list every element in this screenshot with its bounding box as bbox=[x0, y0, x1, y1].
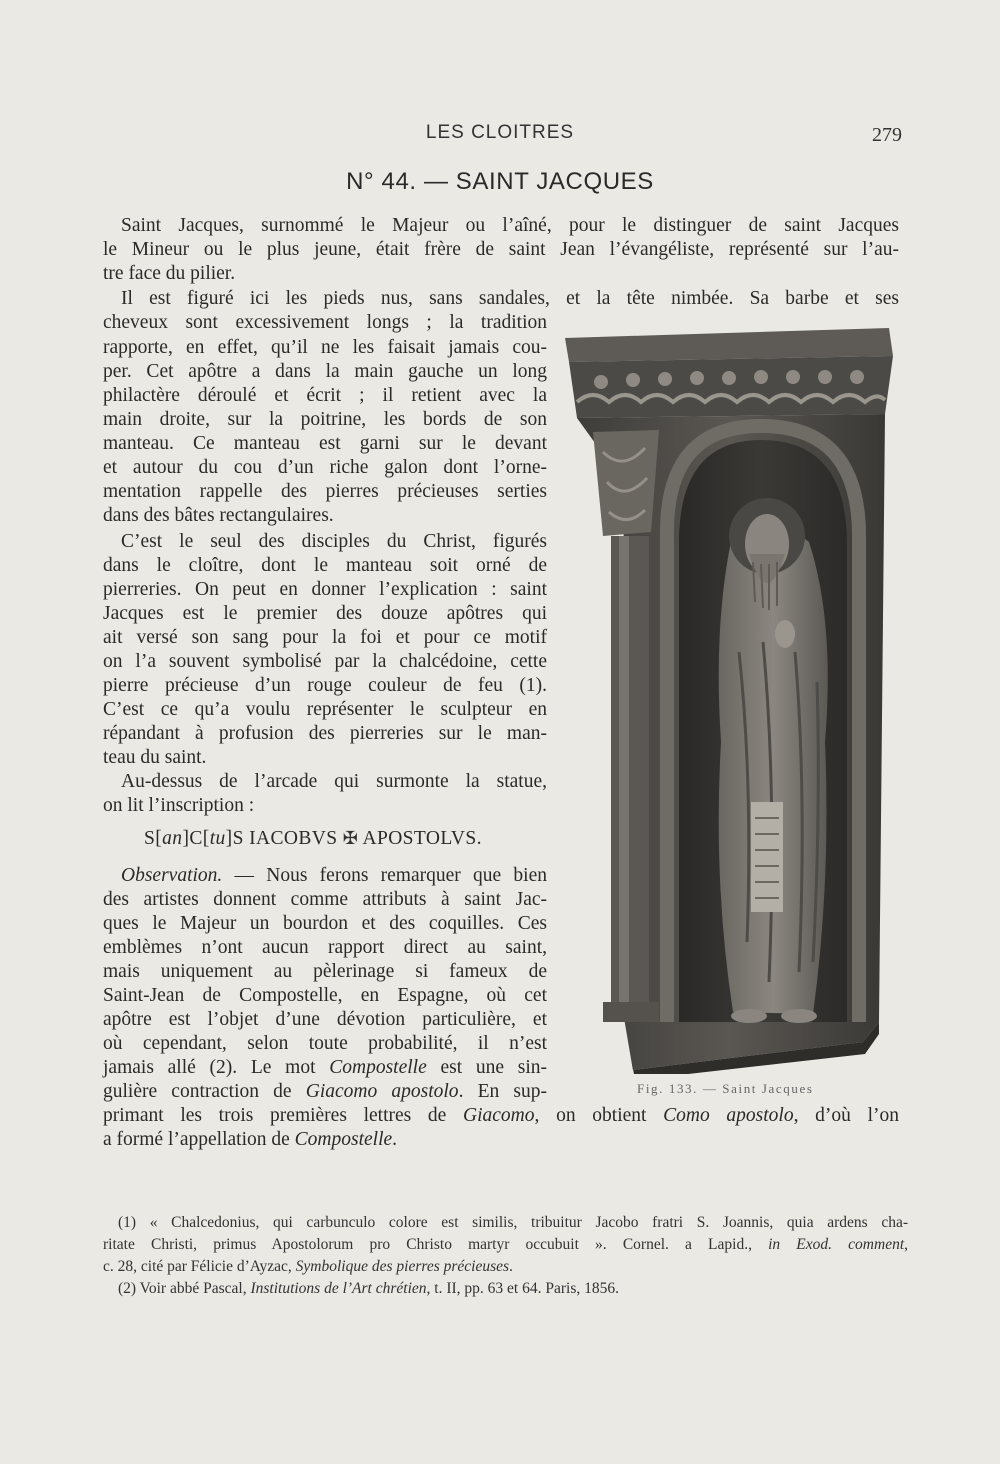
body-line: répandant à profusion des pierreries sur le man- bbox=[103, 723, 547, 744]
body-line: on lit l’inscription : bbox=[103, 795, 255, 816]
footnote-line: ritate Christi, primus Apostolorum pro Christo martyr occubuit ». Cornel. a Lapid., in Exod. comment, bbox=[103, 1236, 909, 1253]
body-line: manteau. Ce manteau est garni sur le devant bbox=[103, 433, 547, 454]
body-line: pierreries. On peut en donner l’explication : saint bbox=[103, 579, 547, 600]
body-line: dans des bâtes rectangulaires. bbox=[103, 505, 334, 526]
body-line: Saint-Jean de Compostelle, en Espagne, où cet bbox=[103, 985, 547, 1006]
body-line: C’est le seul des disciples du Christ, figurés bbox=[121, 531, 547, 552]
body-line: Il est figuré ici les pieds nus, sans sandales, et la tête nimbée. Sa barbe et ses bbox=[121, 288, 899, 309]
body-line: et autour du cou d’un riche galon dont l’orne- bbox=[103, 457, 547, 478]
body-line: a formé l’appellation de Compostelle. bbox=[103, 1129, 398, 1150]
footnote-line: (2) Voir abbé Pascal, Institutions de l’Art chrétien, t. II, pp. 63 et 64. Paris, 1856. bbox=[118, 1280, 619, 1297]
running-head bbox=[0, 122, 1000, 150]
body-line: Jacques est le premier des douze apôtres qui bbox=[103, 603, 547, 624]
saint-jacques-relief-image bbox=[563, 322, 903, 1074]
footnote-line: c. 28, cité par Félicie d’Ayzac, Symbolique des pierres précieuses. bbox=[103, 1258, 513, 1275]
body-line: Au-dessus de l’arcade qui surmonte la statue, bbox=[121, 771, 547, 792]
running-title: LES CLOITRES bbox=[425, 122, 575, 143]
body-line: mentation rappelle des pierres précieuses serties bbox=[103, 481, 547, 502]
body-line: jamais allé (2). Le mot Compostelle est une sin- bbox=[103, 1057, 547, 1078]
body-line: C’est ce qu’a voulu représenter le sculpteur en bbox=[103, 699, 547, 720]
inscription: S[an]C[tu]S IACOBVS ✠ APOSTOLVS. bbox=[144, 828, 482, 849]
cross-pattee-icon: ✠ bbox=[342, 828, 359, 848]
body-line: Saint Jacques, surnommé le Majeur ou l’aîné, pour le distinguer de saint Jacques bbox=[121, 215, 899, 236]
body-line: on l’a souvent symbolisé par la chalcédoine, cette bbox=[103, 651, 547, 672]
body-line: mais uniquement au pèlerinage si fameux de bbox=[103, 961, 547, 982]
body-line: dans le cloître, dont le manteau soit orné de bbox=[103, 555, 547, 576]
body-line: pierre précieuse d’un rouge couleur de feu (1). bbox=[103, 675, 547, 696]
body-line: main droite, sur la poitrine, les bords de son bbox=[103, 409, 547, 430]
body-line: où cependant, selon toute probabilité, il n’est bbox=[103, 1033, 547, 1054]
body-line: tre face du pilier. bbox=[103, 263, 236, 284]
body-line: ait versé son sang pour la foi et pour ce motif bbox=[103, 627, 547, 648]
body-line: Observation. — Nous ferons remarquer que bien bbox=[121, 865, 547, 886]
body-line: gulière contraction de Giacomo apostolo. En sup- bbox=[103, 1081, 547, 1102]
figure-caption: Fig. 133. — Saint Jacques bbox=[637, 1081, 814, 1096]
body-line: le Mineur ou le plus jeune, était frère de saint Jean l’évangéliste, représenté sur l’au- bbox=[103, 239, 899, 260]
body-line: philactère déroulé et écrit ; il retient avec la bbox=[103, 385, 547, 406]
body-line: primant les trois premières lettres de Giacomo, on obtient Como apostolo, d’où l’on bbox=[103, 1105, 899, 1126]
body-line: teau du saint. bbox=[103, 747, 207, 768]
body-line: emblèmes n’ont aucun rapport direct au saint, bbox=[103, 937, 547, 958]
body-line: ques le Majeur un bourdon et des coquilles. Ces bbox=[103, 913, 547, 934]
body-line: des artistes donnent comme attributs à saint Jac- bbox=[103, 889, 547, 910]
body-line: per. Cet apôtre a dans la main gauche un long bbox=[103, 361, 547, 382]
footnote-line: (1) « Chalcedonius, qui carbunculo colore est similis, tribuitur Jacobo fratri S. Joannis, quia ardens cha- bbox=[118, 1214, 908, 1231]
page-number: 279 bbox=[872, 124, 902, 146]
body-line: apôtre est l’objet d’une dévotion particulière, et bbox=[103, 1009, 547, 1030]
body-line: cheveux sont excessivement longs ; la tradition bbox=[103, 312, 547, 333]
body-line: rapporte, en effet, qu’il ne les faisait jamais cou- bbox=[103, 337, 547, 358]
section-heading: N° 44. — SAINT JACQUES bbox=[346, 168, 654, 195]
